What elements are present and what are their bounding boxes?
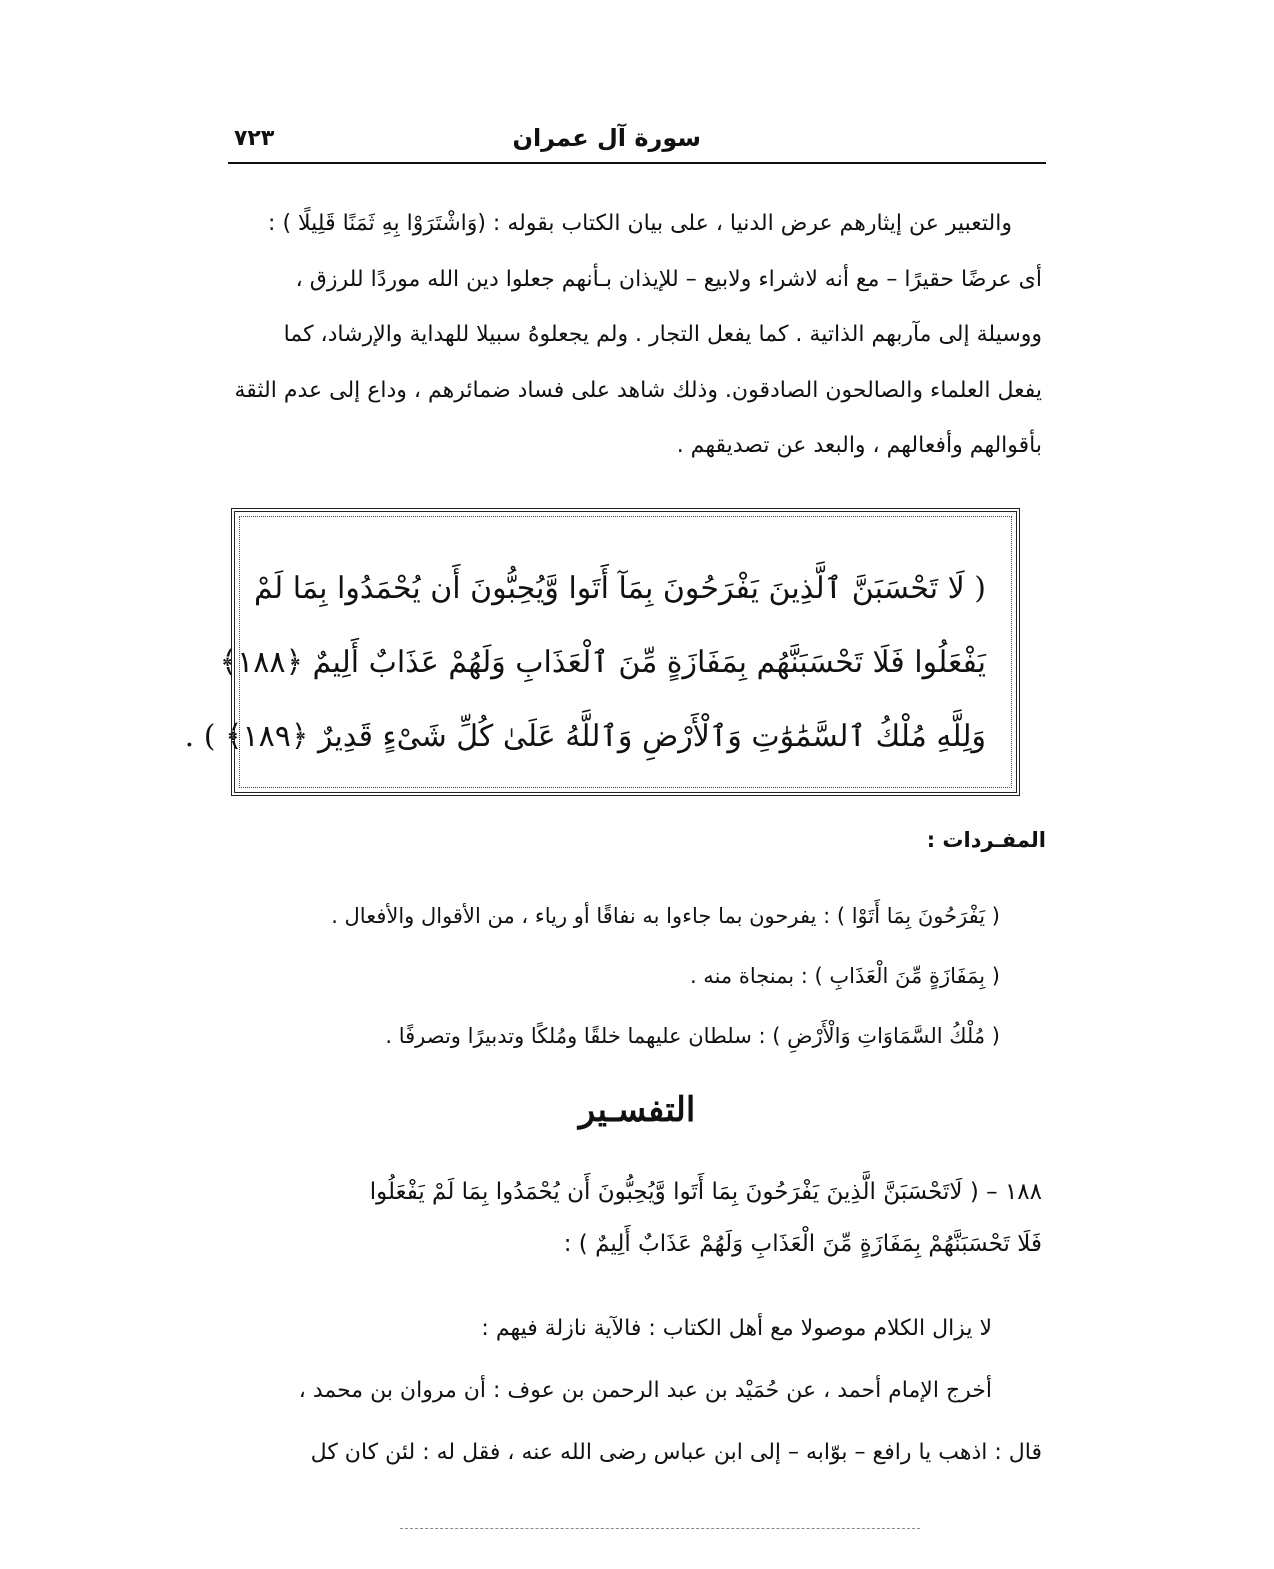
vocab-item: ( بِمَفَازَةٍ مِّنَ الْعَذَابِ ) : بمنجاة منه .	[689, 964, 1000, 988]
intro-line: أى عرضًا حقيرًا – مع أنه لاشراء ولابيع – للإيذان بـأنهم جعلوا دين الله موردًا للرزق ،	[295, 266, 1042, 292]
intro-line: يفعل العلماء والصالحون الصادقون. وذلك شاهد على فساد ضمائرهم ، وداع إلى عدم الثقة	[234, 377, 1042, 403]
tafsir-body-line: قال : اذهب يا رافع – بوّابه – إلى ابن عباس رضى الله عنه ، فقل له : لئن كان كل	[310, 1440, 1042, 1465]
tafsir-verse-line: ١٨٨ – ( لَاتَحْسَبَنَّ الَّذِينَ يَفْرَحُونَ بِمَا أَتَوا وَّيُحِبُّونَ أَن يُحْمَدُوا بِمَا لَمْ يَفْعَلُوا	[369, 1179, 1042, 1205]
page-number: ٧٢٣	[234, 126, 275, 151]
tafsir-heading: التفسـير	[578, 1090, 696, 1130]
tafsir-body-line: أخرج الإمام أحمد ، عن حُمَيْد بن عبد الرحمن بن عوف : أن مروان بن محمد ،	[298, 1378, 992, 1403]
vocab-item: ( مُلْكُ السَّمَاوَاتِ وَالْأَرْضِ ) : سلطان عليهما خلقًا ومُلكًا وتدبيرًا وتصرفًا .	[385, 1024, 1000, 1048]
verse-line: وَلِلَّهِ مُلْكُ ٱلسَّمَٰوَٰتِ وَٱلْأَرْضِ وَٱللَّهُ عَلَىٰ كُلِّ شَىْءٍ قَدِيرٌ ﴿١٨٩﴾ ) .	[184, 719, 986, 754]
tafsir-verse-line: فَلَا تَحْسَبَنَّهُمْ بِمَفَازَةٍ مِّنَ الْعَذَابِ وَلَهُمْ عَذَابٌ أَلِيمٌ ) :	[563, 1231, 1042, 1257]
tafsir-body-line: لا يزال الكلام موصولا مع أهل الكتاب : فالآية نازلة فيهم :	[481, 1316, 992, 1341]
verse-line: يَفْعَلُوا فَلَا تَحْسَبَنَّهُم بِمَفَازَةٍ مِّنَ ٱلْعَذَابِ وَلَهُمْ عَذَابٌ أَلِيمٌ ﴿١٨٨﴾	[219, 645, 986, 680]
intro-line: بأقوالهم وأفعالهم ، والبعد عن تصديقهم .	[676, 433, 1042, 458]
footer-divider	[400, 1528, 920, 1529]
header-divider	[228, 162, 1046, 164]
tafsir-verse	[212, 1166, 1042, 1270]
page-header	[228, 118, 1046, 162]
quran-verse-frame	[184, 508, 1020, 796]
verse-line: ( لَا تَحْسَبَنَّ ٱلَّذِينَ يَفْرَحُونَ بِمَآ أَتَوا وَّيُحِبُّونَ أَن يُحْمَدُوا بِمَا لَمْ	[254, 571, 986, 606]
tafsir-body	[212, 1298, 1042, 1484]
quran-verse-text	[184, 552, 986, 774]
chapter-title: سورة آل عمران	[512, 124, 701, 152]
intro-line: والتعبير عن إيثارهم عرض الدنيا ، على بيان الكتاب بقوله : (وَاشْتَرَوْا بِهِ ثَمَنًا قَلِيلًا ) :	[268, 211, 1012, 236]
intro-line: ووسيلة إلى مآربهم الذاتية . كما يفعل التجار . ولم يجعلوهُ سبيلا للهداية والإرشاد، كما	[283, 322, 1042, 347]
vocab-item: ( يَفْرَحُونَ بِمَا أَتَوْا ) : يفرحون بما جاءوا به نفاقًا أو رياء ، من الأقوال والأفعال .	[331, 904, 1000, 928]
vocab-list	[220, 886, 1000, 1066]
vocab-heading: المفـردات :	[926, 828, 1046, 852]
intro-paragraph	[212, 196, 1042, 474]
